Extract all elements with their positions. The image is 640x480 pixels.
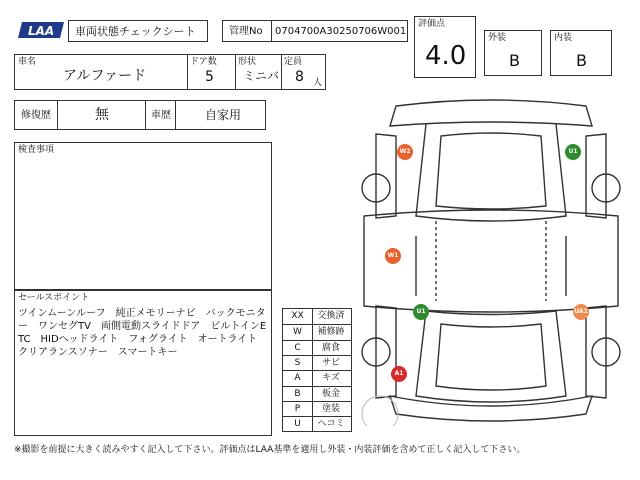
legend-code: P [283,402,313,417]
legend-code: B [283,387,313,402]
capacity-label: 定員 [284,57,303,67]
doors-value: 5 [205,69,214,85]
legend-name: 腐食 [321,342,340,353]
damage-marker: W1 [385,248,401,264]
repair-label: 修復歴 [21,110,51,121]
usage-value: 自家用 [205,108,242,122]
legend-code: C [283,341,313,356]
legend-code: XX [283,309,313,324]
sheet-title-box [68,20,208,42]
interior-label: 内装 [554,33,573,43]
inspection-label: 検査事項 [18,145,55,155]
damage-marker: U1 [413,304,429,320]
sales-points-label: セールスポイント [18,293,90,303]
score-box [414,16,476,78]
legend-name: ヘコミ [317,419,345,430]
inspection-box [14,142,272,290]
management-no-label: 管理No [229,26,263,37]
legend-name: キズ [322,373,340,384]
svg-text:LAA: LAA [28,24,55,38]
legend-row [283,309,351,324]
doors-label: ドア数 [190,57,217,67]
usage-divider-2 [175,101,176,129]
laa-logo [16,20,66,40]
management-no-divider [271,21,272,41]
history-box [14,100,266,130]
management-no-value: 0704700A30250706W001 [275,26,407,37]
exterior-box [484,30,542,76]
exterior-label: 外装 [488,33,507,43]
capacity-divider [281,55,282,89]
repair-value: 無 [95,107,109,123]
legend-row [283,386,351,401]
legend-name: 補修跡 [317,327,345,338]
damage-marker: W2 [397,144,413,160]
legend-row [283,355,351,370]
usage-label: 車歴 [151,110,171,121]
legend-code: W [283,325,313,340]
legend-row [283,416,351,431]
legend-code: U [283,417,313,432]
repair-divider [57,101,58,129]
sales-points-text: ツインムーンルーフ 純正メモリーナビ バックモニター ワンセグTV 両側電動スライドドア ビルトインETC HIDヘッドライト フォグライト オートライト クリアランスソナー スマートキー [18,308,268,358]
footer-note: ※撮影を前提に大きく読みやすく記入して下さい。評価点はLAA基準を適用し外装・内装評価を含めて正しく記入して下さい。 [14,445,526,455]
legend-row [283,324,351,339]
damage-marker: A1 [391,366,407,382]
legend-row [283,370,351,385]
damage-marker: UA1 [573,304,589,320]
legend-code: A [283,371,313,386]
usage-divider-1 [145,101,146,129]
score-label: 評価点 [418,19,446,29]
damage-legend [282,308,352,432]
interior-box [550,30,612,76]
capacity-unit: 人 [313,78,323,88]
legend-code: S [283,356,313,371]
damage-marker: U1 [565,144,581,160]
legend-name: 板金 [321,388,340,399]
interior-value: B [576,51,587,70]
capacity-value: 8 [295,69,304,85]
car-name-value: アルファード [63,68,147,84]
legend-name: サビ [321,357,340,368]
shape-label: 形状 [238,57,257,67]
shape-value: ミニバ [243,69,280,83]
exterior-value: B [509,51,520,70]
management-no-box [222,20,408,42]
car-name-label: 車名 [18,57,37,67]
score-value: 4.0 [425,41,467,71]
vehicle-info-box [14,54,326,90]
legend-row [283,401,351,416]
legend-name: 塗装 [321,403,340,414]
legend-row [283,340,351,355]
shape-divider [235,55,236,89]
doors-divider [187,55,188,89]
legend-name: 交換済 [317,311,345,321]
sheet-title: 車両状態チェックシート [75,25,196,38]
